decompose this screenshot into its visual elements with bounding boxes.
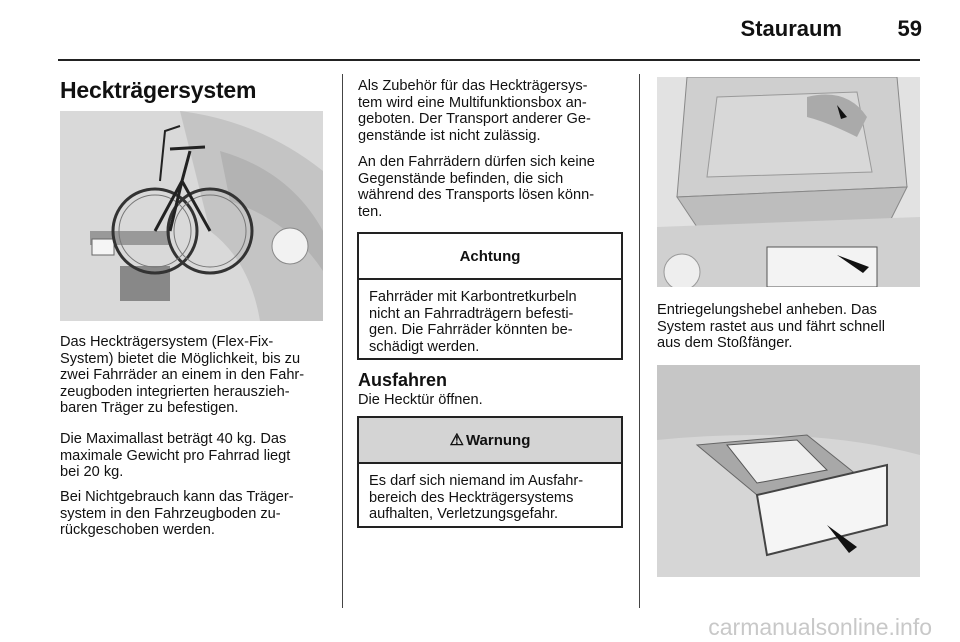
caution-text (359, 280, 621, 355)
caution-title: Achtung (359, 234, 621, 280)
text-line: Es darf sich niemand im Ausfahr- (369, 473, 584, 489)
header-rule (58, 59, 920, 61)
column-divider-2 (639, 74, 640, 608)
column-divider-1 (342, 74, 343, 608)
paragraph-accessory (358, 78, 591, 144)
text-line: nicht an Fahrradträgern befesti- (369, 305, 574, 322)
watermark: carmanualsonline.info (708, 614, 932, 640)
text-line: system in den Fahrzeugboden zu- (60, 505, 281, 522)
text-line: bereich des Heckträgersystems (369, 489, 574, 506)
text-line: während des Transports lösen könn- (358, 187, 595, 204)
text-line: An den Fahrrädern dürfen sich keine (358, 154, 595, 170)
text-line: tem wird eine Multifunktionsbox an- (358, 94, 587, 111)
text-line: Die Maximallast beträgt 40 kg. Das (60, 431, 287, 447)
warning-triangle-icon: ⚠ (449, 432, 464, 449)
text-line: genstände ist nicht zulässig. (358, 127, 541, 144)
warning-box (357, 416, 623, 528)
text-line: gen. Die Fahrräder könnten be- (369, 322, 573, 339)
text-line: Das Heckträgersystem (Flex-Fix- (60, 334, 274, 350)
text-line: geboten. Der Transport anderer Ge- (358, 111, 591, 128)
text-line: Als Zubehör für das Heckträgersys- (358, 78, 588, 94)
text-line: System) bietet die Möglichkeit, bis zu (60, 350, 301, 367)
text-line: aus dem Stoßfänger. (657, 335, 793, 352)
caption-release-lever (657, 302, 885, 352)
warning-title: Warnung (465, 431, 531, 449)
warning-text (359, 464, 621, 523)
text-line: maximale Gewicht pro Fahrrad liegt (60, 447, 291, 464)
paragraph-no-objects (358, 154, 595, 220)
text-line: bei 20 kg. (60, 464, 124, 481)
text-line: Gegenstände befinden, die sich (358, 170, 564, 187)
warning-header (359, 418, 621, 464)
paragraph-max-load (60, 431, 290, 481)
text-line: baren Träger zu befestigen. (60, 400, 239, 417)
text-line: System rastet aus und fährt schnell (657, 318, 885, 335)
paragraph-storage (60, 489, 294, 539)
text-line: rückgeschoben werden. (60, 522, 215, 539)
text-line: schädigt werden. (369, 338, 480, 355)
carrier-extended-illustration (657, 365, 920, 577)
trunk-release-lever-illustration (657, 77, 920, 287)
page-number: 59 (897, 16, 922, 41)
bike-carrier-illustration (60, 111, 323, 321)
paragraph-intro (60, 334, 304, 417)
text-line: ten. (358, 203, 383, 220)
heading-heckträgersystem: Heckträgersystem (60, 77, 257, 103)
text-line: zwei Fahrräder an einem in den Fahr- (60, 367, 305, 384)
text-line: Fahrräder mit Karbontretkurbeln (369, 289, 577, 305)
text-line: Bei Nichtgebrauch kann das Träger- (60, 489, 294, 505)
text-line: aufhalten, Verletzungsgefahr. (369, 506, 559, 523)
section-title: Stauraum (740, 16, 842, 41)
text-line: zeugboden integrierten herauszieh- (60, 383, 290, 400)
caution-box (357, 232, 623, 360)
heading-ausfahren: Ausfahren (358, 370, 448, 390)
text-open-tailgate: Die Hecktür öffnen. (358, 392, 483, 408)
text-line: Entriegelungshebel anheben. Das (657, 302, 877, 318)
